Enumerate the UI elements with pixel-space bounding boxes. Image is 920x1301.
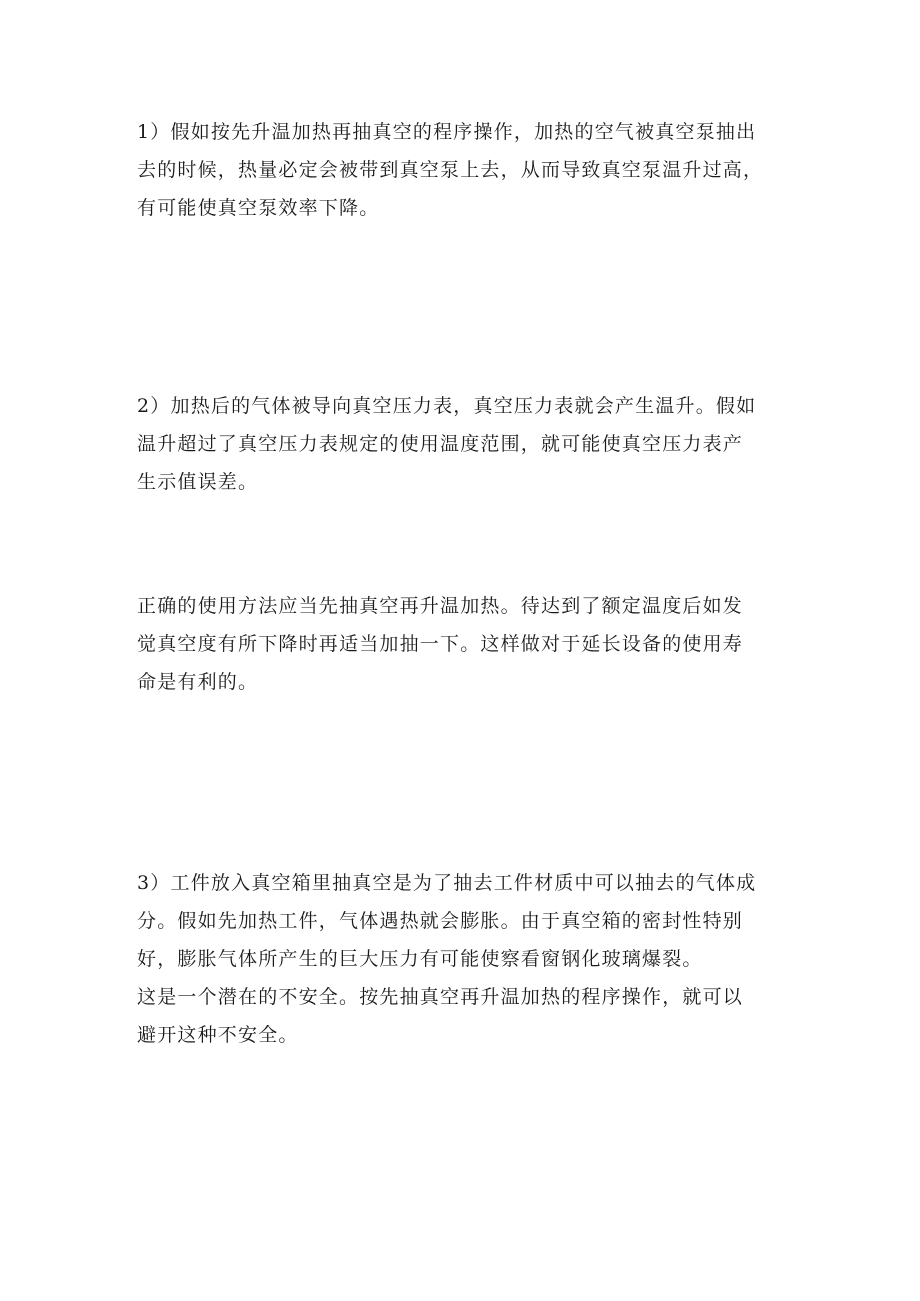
paragraph-line: 3）工件放入真空箱里抽真空是为了抽去工件材质中可以抽去的气体成 <box>137 872 757 894</box>
paragraph-line: 这是一个潜在的不安全。按先抽真空再升温加热的程序操作，就可以 <box>137 986 744 1008</box>
paragraph-line: 生示值误差。 <box>137 471 259 493</box>
paragraph-line: 有可能使真空泵效率下降。 <box>137 197 380 219</box>
paragraph-line: 避开这种不安全。 <box>137 1024 299 1046</box>
paragraph-line: 去的时候，热量必定会被带到真空泵上去，从而导致真空泵温升过高， <box>137 159 764 181</box>
paragraph-line: 分。假如先加热工件，气体遇热就会膨胀。由于真空箱的密封性特别 <box>137 910 744 932</box>
paragraph-line: 2）加热后的气体被导向真空压力表，真空压力表就会产生温升。假如 <box>137 395 757 417</box>
paragraph-1 <box>137 113 797 227</box>
paragraph-4 <box>137 864 797 1054</box>
paragraph-line: 温升超过了真空压力表规定的使用温度范围，就可能使真空压力表产 <box>137 433 744 455</box>
paragraph-line: 1）假如按先升温加热再抽真空的程序操作，加热的空气被真空泵抽出 <box>137 121 757 143</box>
paragraph-line: 命是有利的。 <box>137 671 259 693</box>
paragraph-line: 正确的使用方法应当先抽真空再升温加热。待达到了额定温度后如发 <box>137 595 744 617</box>
paragraph-3 <box>137 587 797 701</box>
paragraph-2 <box>137 387 797 501</box>
paragraph-line: 好，膨胀气体所产生的巨大压力有可能使察看窗钢化玻璃爆裂。 <box>137 948 703 970</box>
paragraph-line: 觉真空度有所下降时再适当加抽一下。这样做对于延长设备的使用寿 <box>137 633 744 655</box>
